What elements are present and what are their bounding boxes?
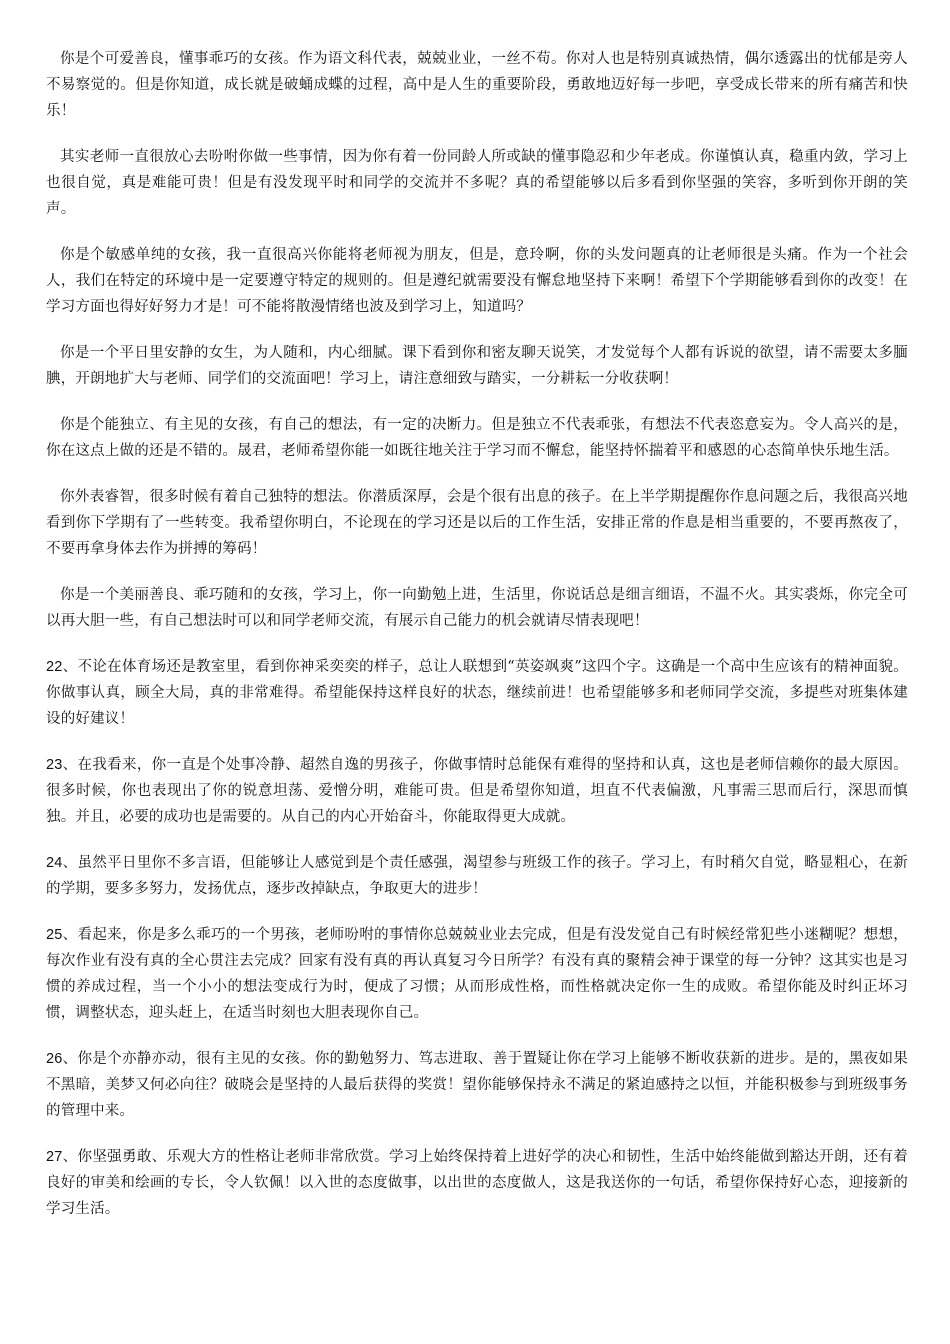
paragraph-number: 23 <box>46 757 63 773</box>
comment-paragraph-23 <box>46 752 908 830</box>
comment-paragraph-25 <box>46 922 908 1026</box>
paragraph-text: 你是个能独立、有主见的女孩，有自己的想法，有一定的决断力。但是独立不代表乖张，有想法不代表恣意妄为。令人高兴的是，你在这点上做的还是不错的。晟君，老师希望你能一如既往地关注于学习而不懈怠，能坚持怀揣着平和感恩的心态简单快乐地生活。 <box>46 417 908 459</box>
paragraph-text: 你是个敏感单纯的女孩，我一直很高兴你能将老师视为朋友，但是，意玲啊，你的头发问题真的让老师很是头痛。作为一个社会人，我们在特定的环境中是一定要遵守特定的规则的。但是遵纪就需要没有懈怠地坚持下来啊！希望下个学期能够看到你的改变！在学习方面也得好好努力才是！可不能将散漫情绪也波及到学习上，知道吗？ <box>46 247 908 315</box>
paragraph-text: 、在我看来，你一直是个处事冷静、超然自逸的男孩子，你做事情时总能保有难得的坚持和认真，这也是老师信赖你的最大原因。很多时候，你也表现出了你的锐意坦荡、爱憎分明，难能可贵。但是希望你知道，坦直不代表偏激，凡事需三思而后行，深思而慎独。并且，必要的成功也是需要的。从自己的内心开始奋斗，你能取得更大成就。 <box>46 757 908 825</box>
paragraph-text: 、不论在体育场还是教室里，看到你神采奕奕的样子，总让人联想到“英姿飒爽”这四个字。这确是一个高中生应该有的精神面貌。你做事认真，顾全大局，真的非常难得。希望能保持这样良好的状态，继续前进！也希望能够多和老师同学交流，多提些对班集体建设的好建议！ <box>46 659 908 727</box>
paragraph-number: 26 <box>46 1051 63 1067</box>
comment-paragraph <box>46 412 908 464</box>
comment-paragraph <box>46 46 908 124</box>
comment-paragraph <box>46 144 908 222</box>
comments-body <box>46 46 908 1242</box>
comment-paragraph <box>46 340 908 392</box>
paragraph-text: 其实老师一直很放心去吩咐你做一些事情，因为你有着一份同龄人所或缺的懂事隐忍和少年老成。你谨慎认真，稳重内敛，学习上也很自觉，真是难能可贵！但是有没发现平时和同学的交流并不多呢？真的希望能够以后多看到你坚强的笑容，多听到你开朗的笑声。 <box>46 149 908 217</box>
comment-paragraph-27 <box>46 1144 908 1222</box>
paragraph-text: 你是一个美丽善良、乖巧随和的女孩，学习上，你一向勤勉上进，生活里，你说话总是细言细语，不温不火。其实裘烁，你完全可以再大胆一些，有自己想法时可以和同学老师交流，有展示自己能力的机会就请尽情表现吧！ <box>46 587 908 629</box>
paragraph-number: 22 <box>46 659 63 675</box>
paragraph-number: 24 <box>46 855 63 871</box>
comment-paragraph-24 <box>46 850 908 902</box>
paragraph-text: 、你坚强勇敢、乐观大方的性格让老师非常欣赏。学习上始终保持着上进好学的决心和韧性，生活中始终能做到豁达开朗，还有着良好的审美和绘画的专长，令人钦佩！以入世的态度做事，以出世的态度做人，这是我送你的一句话，希望你保持好心态，迎接新的学习生活。 <box>46 1149 908 1217</box>
paragraph-text: 你是一个平日里安静的女生，为人随和，内心细腻。课下看到你和密友聊天说笑，才发觉每个人都有诉说的欲望，请不需要太多腼腆，开朗地扩大与老师、同学们的交流面吧！学习上，请注意细致与踏实，一分耕耘一分收获啊！ <box>46 345 908 387</box>
comment-paragraph-22 <box>46 654 908 732</box>
comment-paragraph <box>46 242 908 320</box>
comment-paragraph <box>46 484 908 562</box>
paragraph-text: 、虽然平日里你不多言语，但能够让人感觉到是个责任感强，渴望参与班级工作的孩子。学习上，有时稍欠自觉，略显粗心，在新的学期，要多多努力，发扬优点，逐步改掉缺点，争取更大的进步！ <box>46 855 908 897</box>
comment-paragraph <box>46 582 908 634</box>
paragraph-text: 你外表睿智，很多时候有着自己独特的想法。你潜质深厚，会是个很有出息的孩子。在上半学期提醒你作息问题之后，我很高兴地看到你下学期有了一些转变。我希望你明白，不论现在的学习还是以后的工作生活，安排正常的作息是相当重要的，不要再熬夜了，不要再拿身体去作为拼搏的筹码！ <box>46 489 908 557</box>
paragraph-number: 27 <box>46 1149 63 1165</box>
paragraph-text: 你是个可爱善良，懂事乖巧的女孩。作为语文科代表，兢兢业业，一丝不苟。你对人也是特别真诚热情，偶尔透露出的忧郁是旁人不易察觉的。但是你知道，成长就是破蛹成蝶的过程，高中是人生的重要阶段，勇敢地迈好每一步吧，享受成长带来的所有痛苦和快乐！ <box>46 51 908 119</box>
paragraph-number: 25 <box>46 927 63 943</box>
paragraph-text: 、你是个亦静亦动，很有主见的女孩。你的勤勉努力、笃志进取、善于置疑让你在学习上能够不断收获新的进步。是的，黑夜如果不黑暗，美梦又何必向往？破晓会是坚持的人最后获得的奖赏！望你能够保持永不满足的紧迫感持之以恒，并能积极参与到班级事务的管理中来。 <box>46 1051 908 1119</box>
comment-paragraph-26 <box>46 1046 908 1124</box>
paragraph-text: 、看起来，你是多么乖巧的一个男孩，老师吩咐的事情你总兢兢业业去完成，但是有没发觉自己有时候经常犯些小迷糊呢？想想，每次作业有没有真的全心贯注去完成？回家有没有真的再认真复习今日所学？有没有真的聚精会神于课堂的每一分钟？这其实也是习惯的养成过程，当一个小小的想法变成行为时，便成了习惯；从而形成性格，而性格就决定你一生的成败。希望你能及时纠正坏习惯，调整状态，迎头赶上，在适当时刻也大胆表现你自己。 <box>46 927 908 1021</box>
